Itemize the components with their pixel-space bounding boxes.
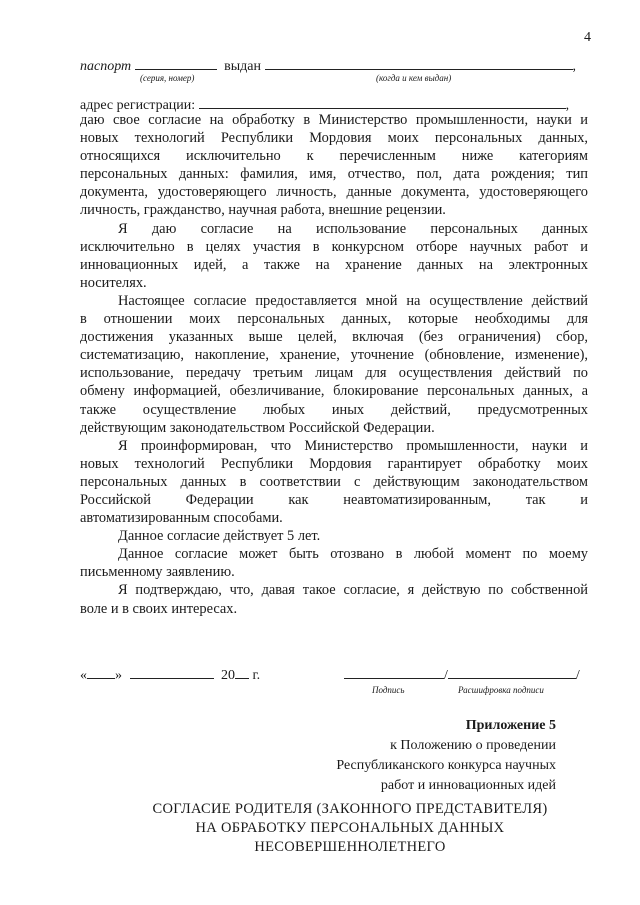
consent-body <box>80 111 588 618</box>
heading-line: НА ОБРАБОТКУ ПЕРСОНАЛЬНЫХ ДАННЫХ <box>195 820 505 836</box>
appendix-line: к Положению о проведении <box>390 738 556 753</box>
body-line: в отношении моих персональных данных, которые необходимы для <box>80 311 588 328</box>
passport-label: паспорт <box>80 59 132 74</box>
issued-label: выдан <box>224 59 261 74</box>
address-label: адрес регистрации: <box>80 98 196 113</box>
caption-signature: Подпись <box>372 685 405 695</box>
date-field <box>80 664 260 684</box>
body-line: инновационных идей, а также на хранение данных на электронных <box>80 256 588 273</box>
hint-issued: (когда и кем выдан) <box>376 73 452 83</box>
signature-field <box>344 664 580 684</box>
body-line: личность, гражданство, научная работа, внешние рецензии. <box>80 202 446 219</box>
body-line: исключительно в целях участия в конкурсном отборе научных работ и <box>80 238 588 255</box>
body-line: Российской Федерации как неавтоматизированным, так и <box>80 491 588 508</box>
slash-2: / <box>575 668 580 683</box>
body-line: относящихся исключительно к перечисленным ниже категориям <box>80 148 588 165</box>
body-line: воле и в своих интересах. <box>80 600 238 617</box>
body-line: Данное согласие может быть отозвано в любой момент по моему <box>118 546 588 563</box>
body-line: обмену информацией, обезличивание, блокирование персональных данных, а <box>80 383 588 400</box>
hint-series: (серия, номер) <box>140 73 195 83</box>
date-close-quote: » <box>115 668 122 683</box>
appendix-title: Приложение 5 <box>465 718 556 733</box>
address-blank <box>199 94 566 109</box>
year-suffix: г. <box>252 668 261 683</box>
appendix-line: Республиканского конкурса научных <box>336 758 556 773</box>
address-line: адрес регистрации: , <box>80 94 585 114</box>
day-blank <box>87 664 115 679</box>
date-open-quote: « <box>80 668 87 683</box>
passport-number-blank <box>135 55 217 70</box>
passport-line: паспорт выдан , <box>80 55 585 75</box>
body-line: также осуществление любых иных действий, предусмотренных <box>80 401 588 418</box>
body-line: использование, передачу третьим лицам для осуществления действий по <box>80 365 588 382</box>
body-line: Я даю согласие на использование персональных данных <box>118 220 588 237</box>
body-line: носителях. <box>80 274 147 291</box>
body-line: систематизацию, накопление, хранение, уточнение (обновление, изменение), <box>80 347 588 364</box>
body-line: автоматизированным способами. <box>80 510 283 527</box>
body-line: документа, удостоверяющего личность, данные документа, удостоверяющего <box>80 184 588 201</box>
body-line: персональных данных в соответствии с действующим законодательством <box>80 473 588 490</box>
month-blank <box>130 664 214 679</box>
heading-line: НЕСОВЕРШЕННОЛЕТНЕГО <box>254 839 446 855</box>
body-line: Настоящее согласие предоставляется мной на осуществление действий <box>118 292 588 309</box>
body-line: достижения указанных выше целей, включая (без ограничения) сбор, <box>80 329 588 346</box>
body-line: новых технологий Республики Мордовия моих персональных данных, <box>80 130 588 147</box>
appendix-block <box>296 716 556 796</box>
appendix-line: работ и инновационных идей <box>380 778 556 793</box>
body-line: персональных данных: фамилия, имя, отчество, пол, дата рождения; тип <box>80 166 588 183</box>
page-number: 4 <box>584 30 591 45</box>
body-line: действующим законодательством Российской Федерации. <box>80 419 435 436</box>
decoding-blank <box>448 664 576 679</box>
body-line: письменному заявлению. <box>80 564 235 581</box>
body-line: Я подтверждаю, что, давая такое согласие, я действую по собственной <box>118 582 588 599</box>
caption-decoding: Расшифровка подписи <box>458 685 544 695</box>
body-line: Я проинформирован, что Министерство промышленности, науки и <box>118 437 588 454</box>
year-blank <box>235 664 249 679</box>
next-section-heading <box>100 800 600 857</box>
body-line: новых технологий Республики Мордовия гарантирует обработку моих <box>80 455 588 472</box>
signature-blank <box>344 664 444 679</box>
year-prefix: 20 <box>221 668 235 683</box>
body-line: даю свое согласие на обработку в Министерство промышленности, науки и <box>80 112 588 128</box>
slash-1: / <box>444 668 448 683</box>
body-line: Данное согласие действует 5 лет. <box>118 528 321 545</box>
passport-issued-blank <box>265 55 573 70</box>
heading-line: СОГЛАСИЕ РОДИТЕЛЯ (ЗАКОННОГО ПРЕДСТАВИТЕЛЯ) <box>152 801 548 817</box>
